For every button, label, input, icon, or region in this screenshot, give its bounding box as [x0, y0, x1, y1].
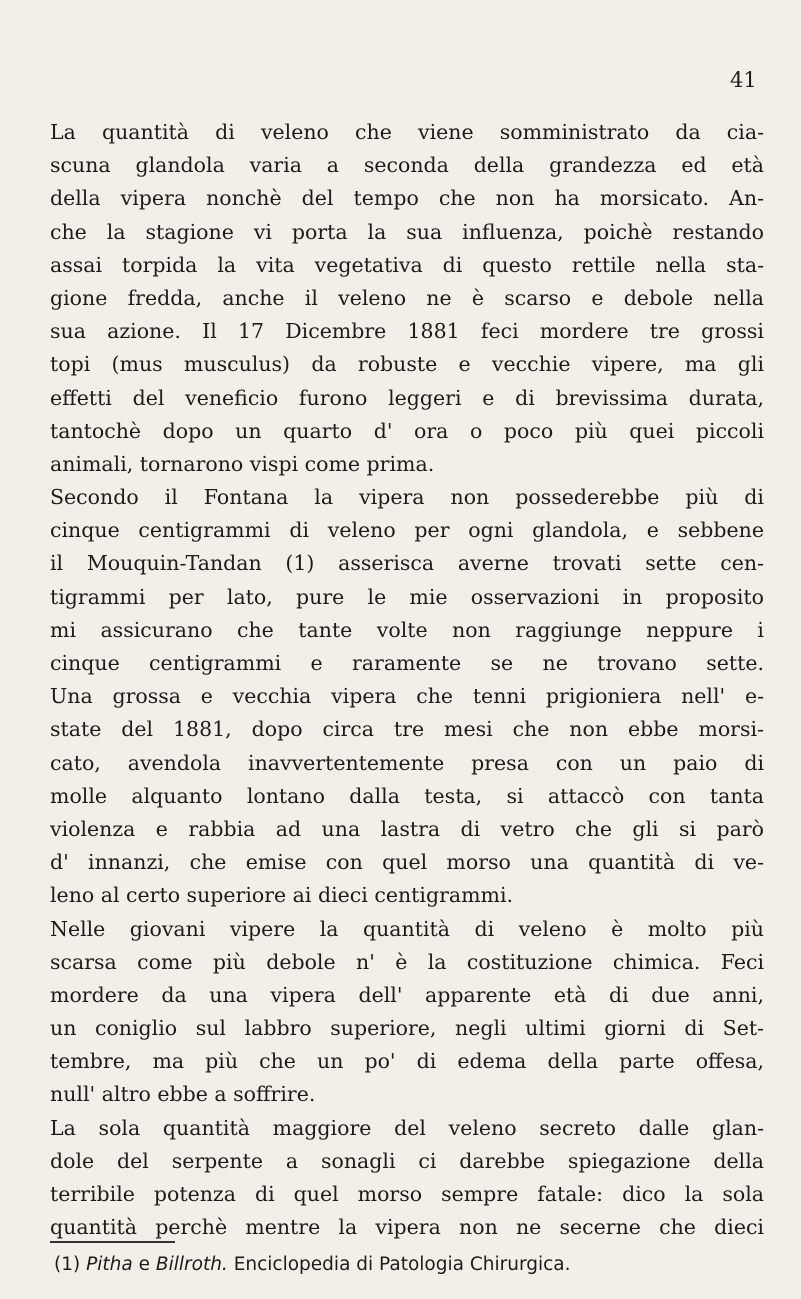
body-text	[50, 116, 764, 1244]
footnote-divider	[50, 1241, 175, 1243]
text-line: gione fredda, anche il veleno ne è scarso e debole nella	[50, 285, 764, 310]
text-line: Una grossa e vecchia vipera che tenni prigioniera nell' e-	[50, 684, 764, 709]
text-line: leno al certo superiore ai dieci centigrammi.	[50, 883, 514, 908]
page-number: 41	[730, 68, 757, 92]
text-line: terribile potenza di quel morso sempre fatale: dico la sola	[50, 1182, 764, 1206]
text-line: scarsa come più debole n' è la costituzione chimica. Feci	[50, 949, 764, 974]
footnote-connector: e	[138, 1254, 151, 1275]
footnote-title: Enciclopedia di Patologia Chirurgica.	[233, 1254, 571, 1275]
text-line: tantochè dopo un quarto d' ora o poco più quei piccoli	[50, 418, 764, 443]
footnote-author: Billroth.	[155, 1254, 228, 1275]
footnote	[54, 1251, 760, 1279]
text-line: della vipera nonchè del tempo che non ha morsicato. An-	[50, 186, 764, 211]
text-line: violenza e rabbia ad una lastra di vetro che gli si parò	[50, 816, 764, 841]
footnote-marker: (1)	[54, 1254, 81, 1275]
text-line: d' innanzi, che emise con quel morso una quantità di ve-	[50, 850, 764, 875]
text-line: che la stagione vi porta la sua influenza, poichè restando	[50, 219, 764, 244]
text-line: tembre, ma più che un po' di edema della parte offesa,	[50, 1049, 764, 1074]
text-line: animali, tornarono vispi come prima.	[50, 451, 435, 476]
text-line: molle alquanto lontano dalla testa, si attaccò con tanta	[50, 783, 764, 808]
text-line: cato, avendola inavvertentemente presa con un paio di	[50, 750, 764, 775]
text-line: tigrammi per lato, pure le mie osservazioni in proposito	[50, 584, 764, 609]
text-line: null' altro ebbe a soffrire.	[50, 1082, 316, 1107]
text-line: sua azione. Il 17 Dicembre 1881 feci mordere tre grossi	[50, 319, 764, 344]
text-line: La quantità di veleno che viene somministrato da cia-	[50, 120, 764, 144]
text-line: cinque centigrammi e raramente se ne trovano sette.	[50, 651, 764, 675]
text-line: assai torpida la vita vegetativa di questo rettile nella sta-	[50, 252, 764, 277]
text-line: scuna glandola varia a seconda della grandezza ed età	[50, 153, 764, 178]
text-line: Nelle giovani vipere la quantità di veleno è molto più	[50, 916, 764, 941]
footnote-author: Pitha	[86, 1254, 133, 1275]
text-line: mi assicurano che tante volte non raggiunge neppure i	[50, 617, 764, 642]
text-line: il Mouquin-Tandan (1) asserisca averne trovati sette cen-	[50, 551, 764, 576]
text-line: state del 1881, dopo circa tre mesi che non ebbe morsi-	[50, 717, 764, 742]
text-line: quantità perchè mentre la vipera non ne secerne che dieci	[50, 1215, 764, 1240]
text-line: effetti del veneficio furono leggeri e di brevissima durata,	[50, 385, 764, 410]
text-line: un coniglio sul labbro superiore, negli ultimi giorni di Set-	[50, 1016, 764, 1041]
text-line: cinque centigrammi di veleno per ogni glandola, e sebbene	[50, 518, 764, 543]
text-line: mordere da una vipera dell' apparente età di due anni,	[50, 982, 764, 1007]
text-line: La sola quantità maggiore del veleno secreto dalle glan-	[50, 1115, 764, 1140]
text-line: dole del serpente a sonagli ci darebbe spiegazione della	[50, 1148, 764, 1173]
text-line: Secondo il Fontana la vipera non possederebbe più di	[50, 485, 764, 510]
text-line: topi (mus musculus) da robuste e vecchie vipere, ma gli	[50, 352, 764, 377]
